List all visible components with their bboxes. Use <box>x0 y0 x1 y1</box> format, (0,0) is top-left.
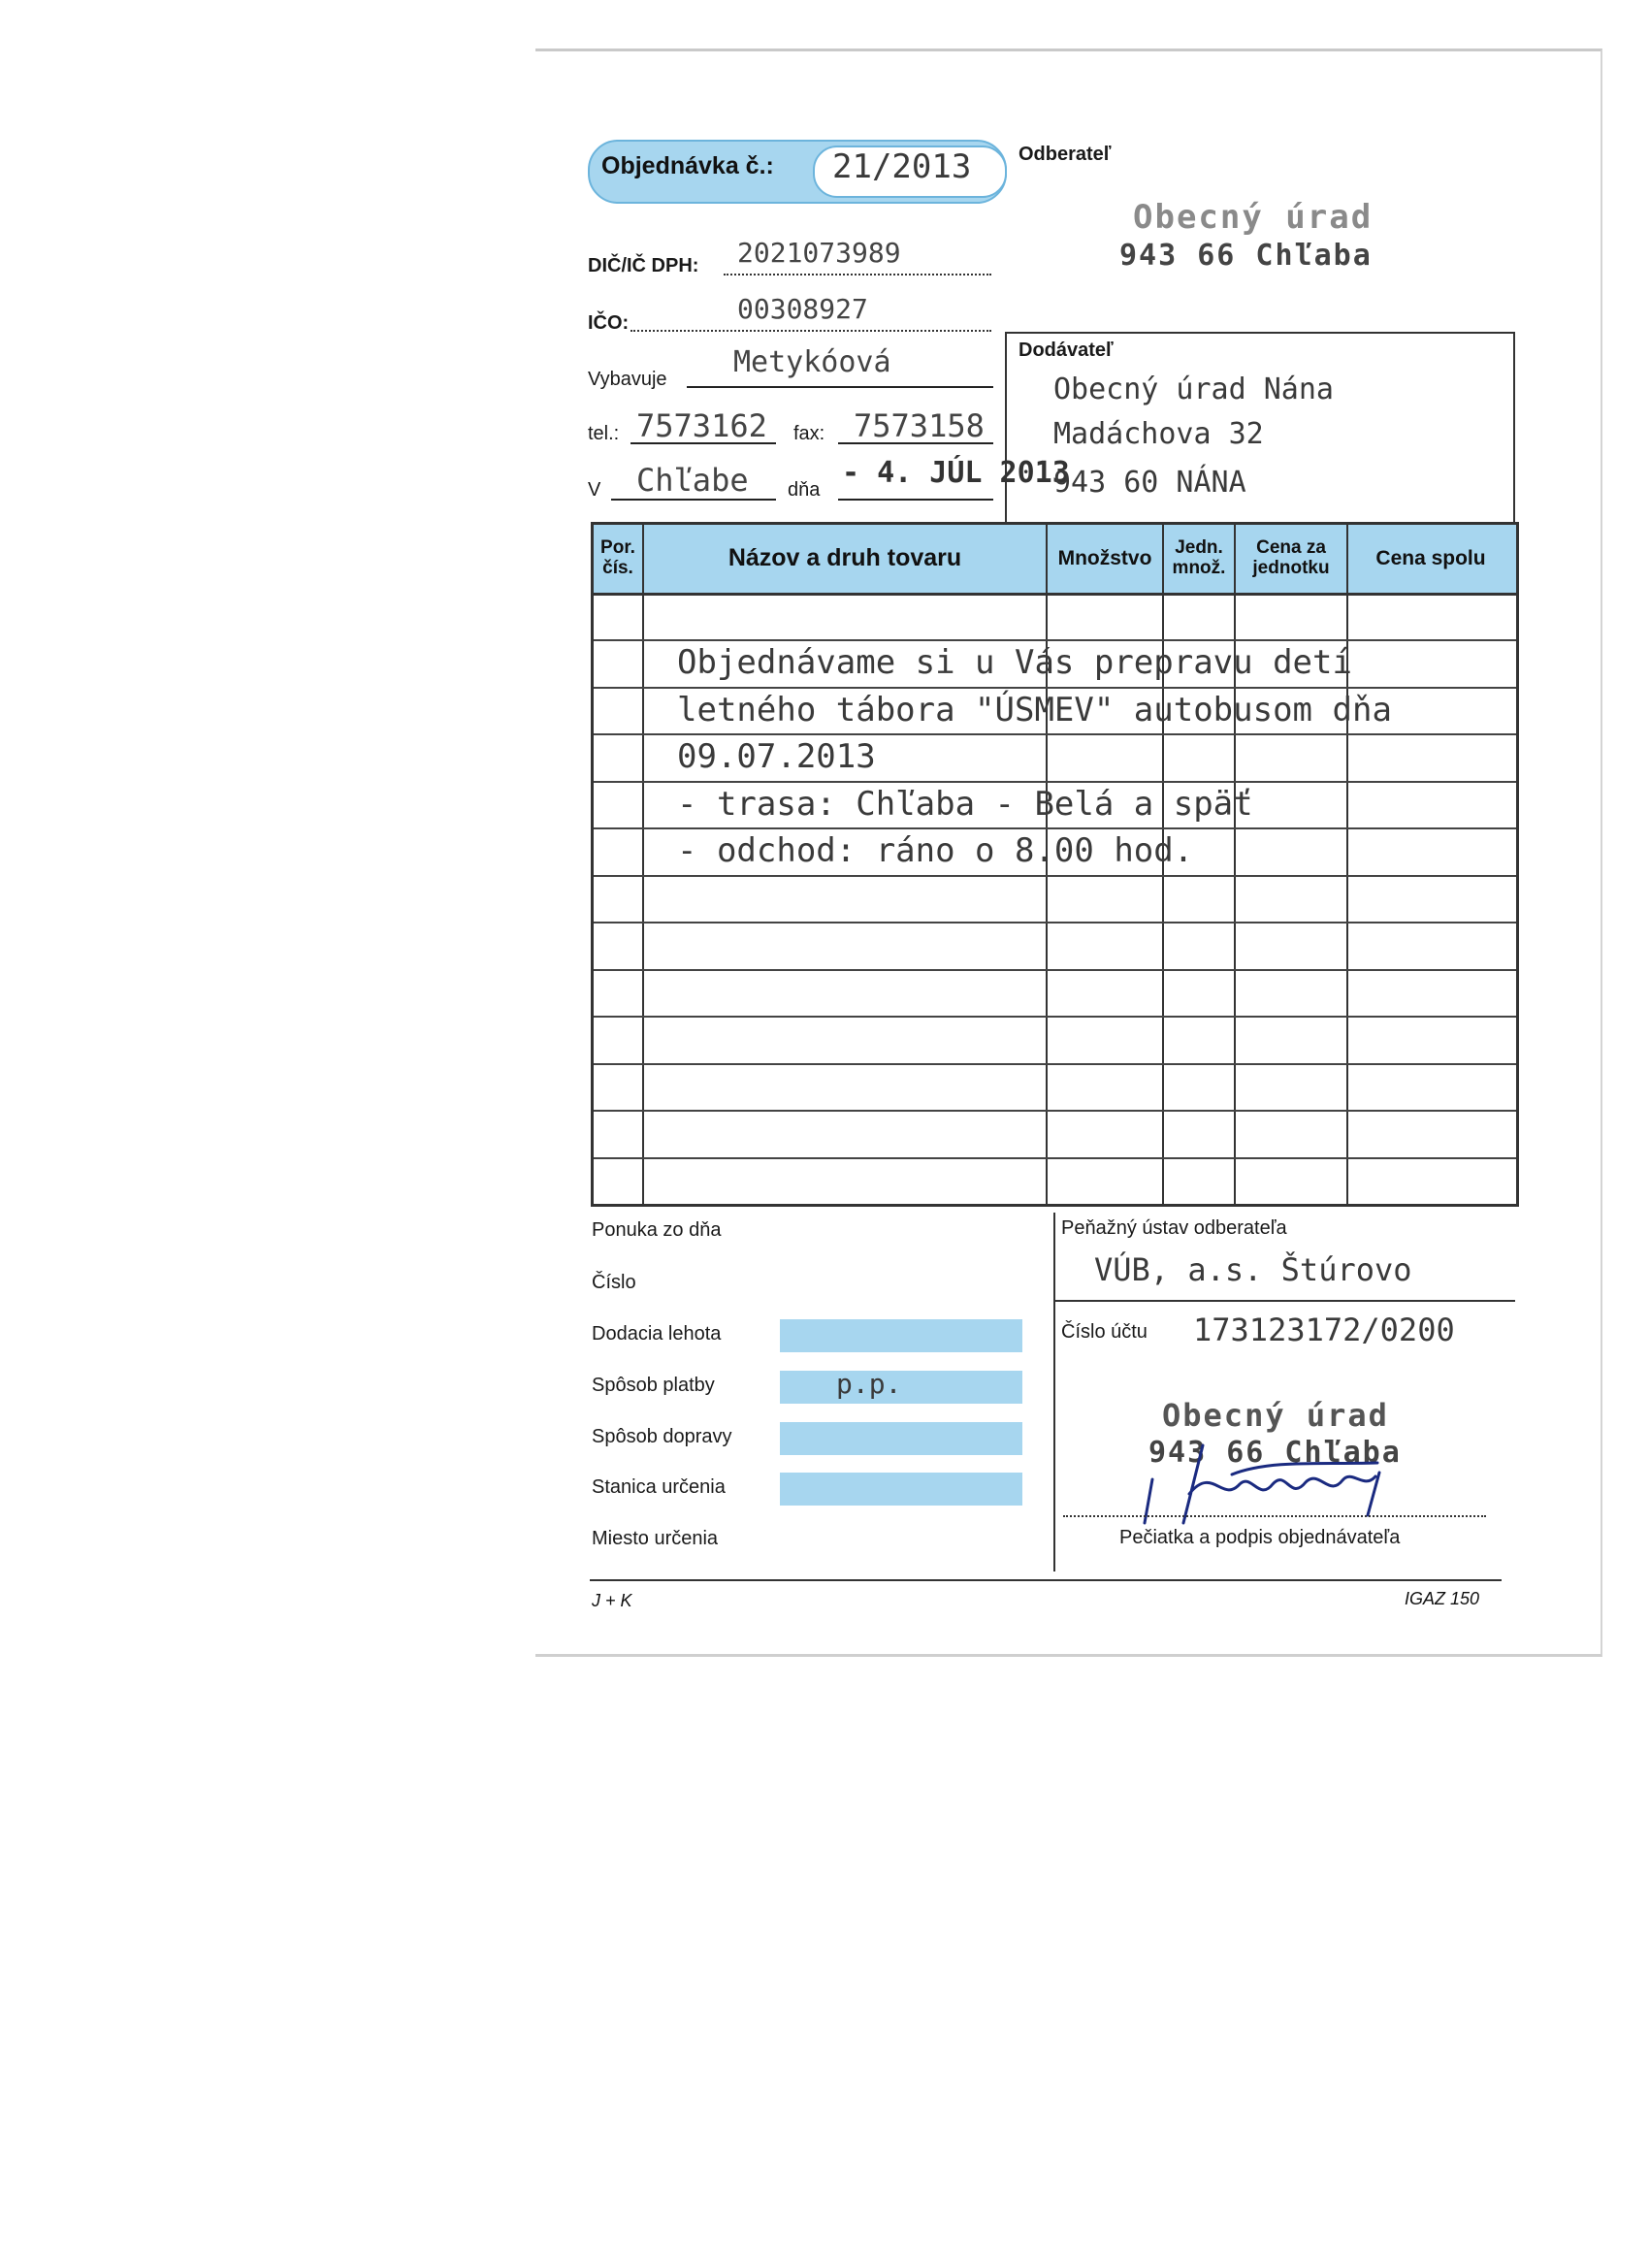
ico-label: IČO: <box>588 312 630 334</box>
row-divider <box>594 969 1516 971</box>
header-mnozstvo: Množstvo <box>1057 547 1152 570</box>
bank-divider <box>1055 1300 1515 1302</box>
dna-value: - 4. JÚL 2013 <box>842 456 1070 490</box>
supplier-label: Dodávateľ <box>1018 340 1114 361</box>
header-cena-spolu: Cena spolu <box>1375 547 1486 570</box>
vybavuje-line <box>687 386 993 388</box>
item-line-2: letného tábora "ÚSMEV" autobusom dňa <box>677 691 1392 729</box>
supplier-line2: Madáchova 32 <box>1053 417 1264 451</box>
row-divider <box>594 1063 1516 1065</box>
stanica-urcenia-field <box>780 1473 1022 1506</box>
signature-stamp-line1: Obecný úrad <box>1162 1397 1389 1434</box>
bank-value: VÚB, a.s. Štúrovo <box>1094 1251 1412 1288</box>
fax-value: 7573158 <box>854 407 985 444</box>
account-value: 173123172/0200 <box>1193 1312 1455 1348</box>
header-cena-za-jednotku: Cena za jednotku <box>1252 537 1330 578</box>
sposob-platby-value: p.p. <box>836 1368 902 1400</box>
column-divider <box>1346 525 1348 1204</box>
footer-rule <box>590 1579 1502 1581</box>
order-number-value: 21/2013 <box>832 147 972 186</box>
order-label: Objednávka č.: <box>601 152 774 179</box>
dic-line <box>724 274 991 275</box>
ponuka-label: Ponuka zo dňa <box>592 1219 722 1241</box>
sposob-dopravy-label: Spôsob dopravy <box>592 1426 732 1447</box>
sposob-dopravy-field <box>780 1422 1022 1455</box>
dna-label: dňa <box>788 479 821 501</box>
tel-value: 7573162 <box>636 407 767 444</box>
row-divider <box>594 781 1516 783</box>
supplier-line1: Obecný úrad Nána <box>1053 373 1334 406</box>
column-divider <box>1234 525 1236 1204</box>
row-divider <box>594 1157 1516 1159</box>
row-divider <box>594 639 1516 641</box>
dic-label: DIČ/IČ DPH: <box>588 255 699 276</box>
buyer-stamp-line2: 943 66 Chľaba <box>1119 239 1373 273</box>
dodacia-lehota-label: Dodacia lehota <box>592 1323 722 1345</box>
row-divider <box>594 875 1516 877</box>
account-label: Číslo účtu <box>1061 1321 1148 1343</box>
column-divider <box>642 525 644 1204</box>
item-line-3: 09.07.2013 <box>677 737 876 776</box>
v-line <box>611 499 776 501</box>
items-table <box>591 522 1519 1207</box>
item-line-1: Objednávame si u Vás prepravu detí <box>677 643 1352 682</box>
signature-line <box>1063 1515 1486 1517</box>
ico-line <box>630 330 991 332</box>
header-nazov: Názov a druh tovaru <box>728 544 962 572</box>
row-divider <box>594 1016 1516 1018</box>
ico-value: 00308927 <box>737 293 868 325</box>
row-divider <box>594 1110 1516 1112</box>
footer-right: IGAZ 150 <box>1405 1589 1480 1608</box>
row-divider <box>594 922 1516 923</box>
bank-label: Peňažný ústav odberateľa <box>1061 1217 1287 1239</box>
supplier-line3: 943 60 NÁNA <box>1053 466 1246 500</box>
item-line-5: - odchod: ráno o 8.00 hod. <box>677 831 1194 870</box>
v-label: V <box>588 479 601 501</box>
header-jedn-mnoz: Jedn. množ. <box>1172 537 1226 578</box>
dna-line <box>838 499 993 501</box>
cislo-label: Číslo <box>592 1272 636 1293</box>
signature-caption: Pečiatka a podpis objednávateľa <box>1119 1527 1401 1548</box>
vybavuje-value: Metykóová <box>733 345 891 379</box>
buyer-label: Odberateľ <box>1018 144 1112 165</box>
bottom-divider <box>1053 1213 1055 1571</box>
vybavuje-label: Vybavuje <box>588 369 667 390</box>
buyer-stamp-line1: Obecný úrad <box>1133 198 1374 237</box>
stanica-urcenia-label: Stanica určenia <box>592 1476 726 1498</box>
tel-label: tel.: <box>588 423 620 444</box>
sposob-platby-label: Spôsob platby <box>592 1375 715 1396</box>
row-divider <box>594 687 1516 689</box>
signature-stamp-line2: 943 66 Chľaba <box>1148 1436 1402 1470</box>
fax-label: fax: <box>793 423 825 444</box>
dic-value: 2021073989 <box>737 237 901 269</box>
item-line-4: - trasa: Chľaba - Belá a späť <box>677 785 1253 824</box>
row-divider <box>594 827 1516 829</box>
row-divider <box>594 733 1516 735</box>
footer-left: J + K <box>592 1591 632 1610</box>
dodacia-lehota-field <box>780 1319 1022 1352</box>
header-por-cis: Por. čís. <box>600 537 635 578</box>
v-value: Chľabe <box>636 462 749 499</box>
miesto-urcenia-label: Miesto určenia <box>592 1528 719 1549</box>
